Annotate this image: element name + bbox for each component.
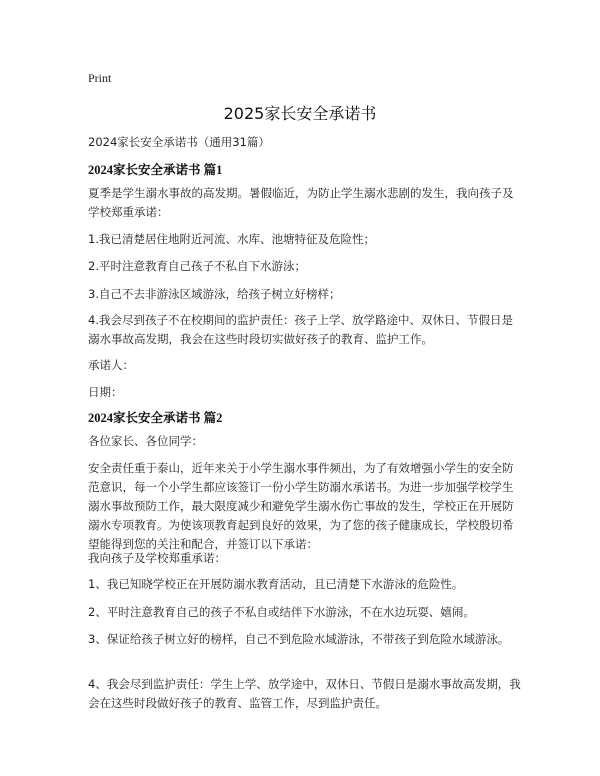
section-1-item-2: 2.平时注意教育自己孩子不私自下水游泳； (88, 259, 306, 273)
section-1-intro: 夏季是学生溺水事故的高发期。暑假临近，为防止学生溺水悲剧的发生，我向孩子及学校郑重承诺： (88, 186, 514, 219)
section-2-item-2: 2、平时注意教育自己的孩子不私自或结伴下水游泳，不在水边玩耍、嬉闹。 (88, 605, 475, 619)
section-2-lead: 我向孩子及学校郑重承诺： (88, 551, 226, 565)
section-2-item-3: 3、保证给孩子树立好的榜样，自己不到危险水域游泳，不带孩子到危险水域游泳。 (88, 632, 510, 646)
section-2-body: 安全责任重于泰山，近年来关于小学生溺水事件频出，为了有效增强小学生的安全防范意识，每一个小学生都应该签订一份小学生防溺水承诺书。为进一步加强学校学生溺水事故预防工作，最大限度减少和避免学生溺水伤亡事故的发生，学校正在开展防溺水专项教育。为使该项教育起到良好的效果，为了您的孩子健康成长，学校殷切希望能得到您的关注和配合，并签订以下承诺： (88, 461, 514, 551)
document-subtitle: 2024家长安全承诺书（通用31篇） (88, 135, 270, 149)
section-2-greeting: 各位家长、各位同学： (88, 434, 203, 448)
document-title: 2025家长安全承诺书 (223, 104, 377, 123)
print-link[interactable]: Print (88, 71, 112, 85)
section-1-signer: 承诺人： (88, 358, 134, 372)
section-2-item-4: 4、我会尽到监护责任：学生上学、放学途中，双休日、节假日是溺水事故高发期，我会在这些时段做好孩子的教育、监管工作，尽到监护责任。 (88, 677, 521, 710)
section-1-heading: 2024家长安全承诺书 篇1 (88, 163, 223, 177)
section-2-heading: 2024家长安全承诺书 篇2 (88, 411, 223, 425)
section-1-item-1: 1.我已清楚居住地附近河流、水库、池塘特征及危险性； (88, 232, 375, 246)
section-2-item-1: 1、我已知晓学校正在开展防溺水教育活动，且已清楚下水游泳的危险性。 (88, 577, 464, 591)
section-1-item-3: 3.自己不去非游泳区域游泳，给孩子树立好榜样； (88, 287, 341, 301)
section-1-date: 日期： (88, 385, 123, 399)
section-1-item-4: 4.我会尽到孩子不在校期间的监护责任：孩子上学、放学路途中、双休日、节假日是溺水事故高发期，我会在这些时段切实做好孩子的教育、监护工作。 (88, 313, 513, 346)
